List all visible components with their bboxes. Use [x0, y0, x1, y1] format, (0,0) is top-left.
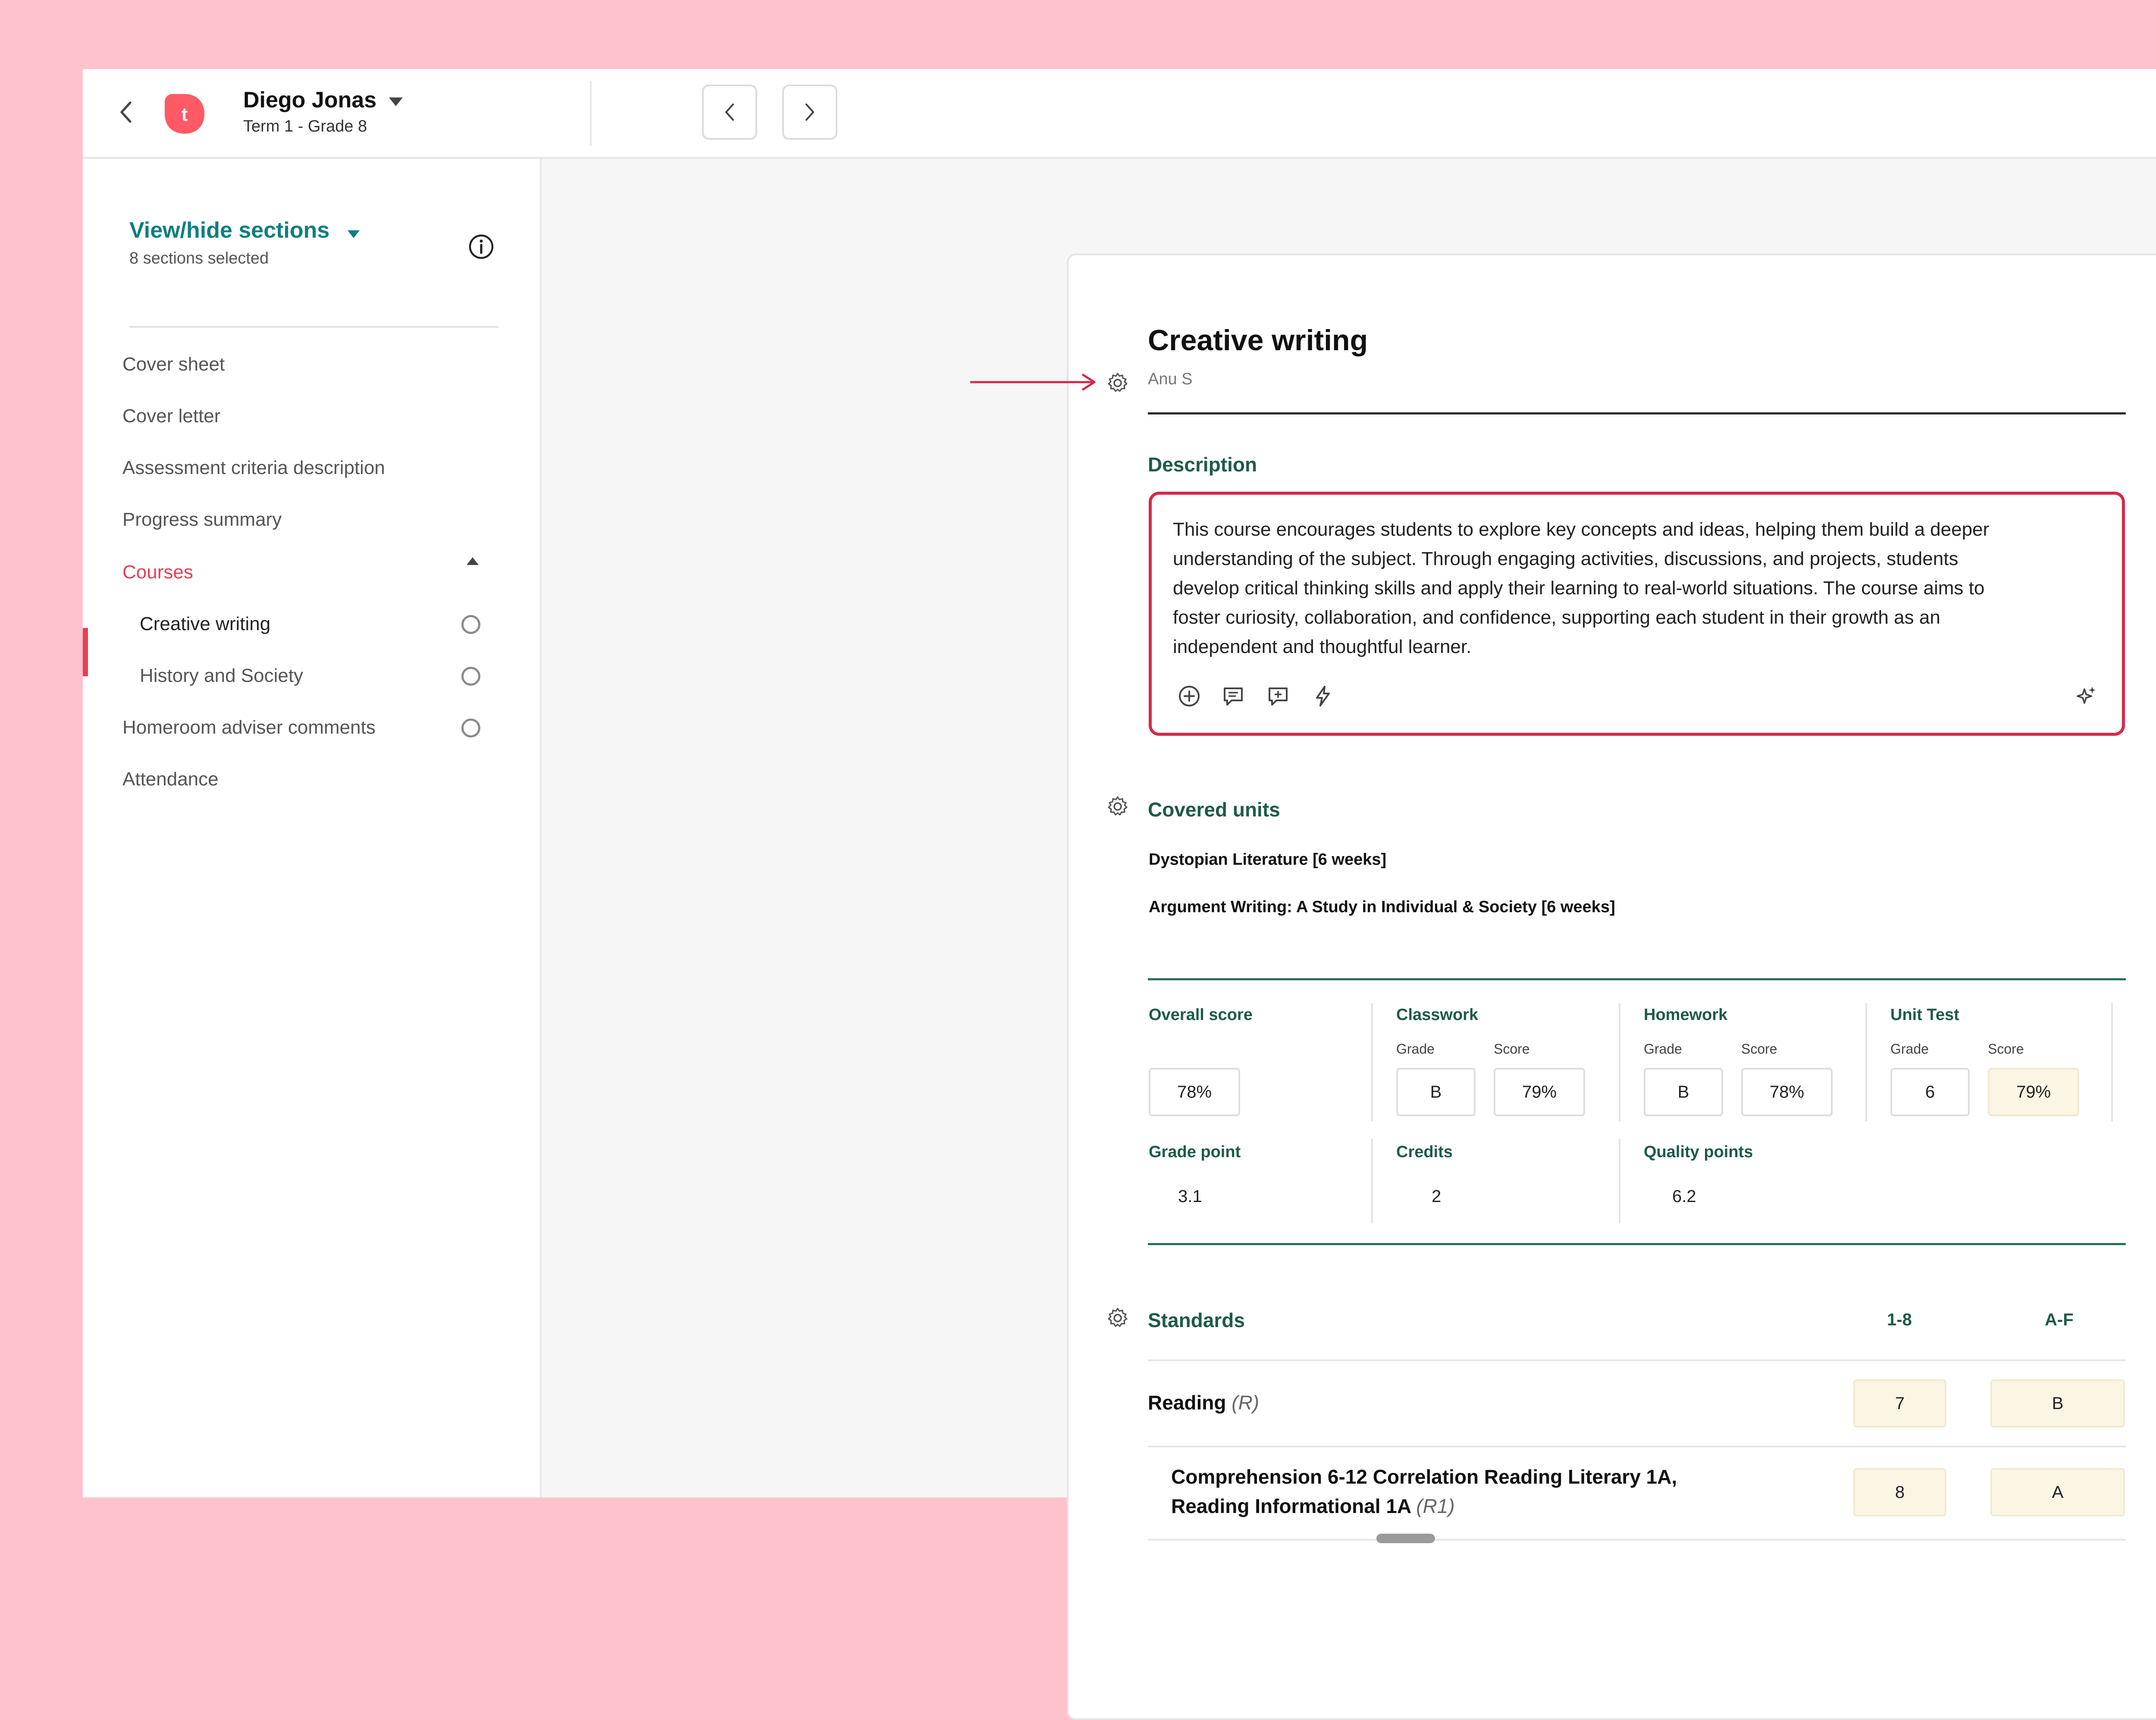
quality-points-label: Quality points	[1644, 1143, 1753, 1161]
score-header: Score	[1741, 1041, 1777, 1057]
sidebar-item-progress-summary[interactable]: Progress summary	[122, 509, 282, 530]
credits-label: Credits	[1396, 1143, 1453, 1161]
caret-down-icon[interactable]	[347, 229, 360, 239]
info-icon[interactable]	[467, 233, 495, 261]
sparkle-ai-icon[interactable]	[2074, 684, 2098, 708]
unit-test-label: Unit Test	[1890, 1006, 1959, 1024]
brand-logo	[162, 91, 207, 136]
back-button[interactable]	[110, 97, 141, 128]
divider	[1865, 1003, 1867, 1121]
classwork-label: Classwork	[1396, 1006, 1479, 1024]
description-line: This course encourages students to explore key concepts and ideas, helping them build a deeper	[1173, 519, 1990, 540]
score-header: Score	[1494, 1041, 1530, 1057]
course-author: Anu S	[1148, 370, 1193, 388]
numeric-scale-header: 1-8	[1887, 1310, 1912, 1329]
standard-code: (R1)	[1416, 1495, 1455, 1517]
standard-title: Reading Informational 1A	[1171, 1495, 1411, 1517]
view-hide-sections-toggle[interactable]: View/hide sections	[129, 218, 330, 243]
section-radio[interactable]	[461, 719, 480, 738]
standard-title: Comprehension 6-12 Correlation Reading Literary 1A,	[1171, 1466, 1677, 1488]
description-line: foster curiosity, collaboration, and confidence, supporting each student in their growth as an	[1173, 607, 1940, 628]
grade-header: Grade	[1890, 1041, 1929, 1057]
classwork-grade-value: B	[1396, 1068, 1476, 1116]
gear-icon[interactable]	[1106, 372, 1129, 394]
description-label: Description	[1148, 453, 1257, 476]
next-student-button[interactable]	[782, 85, 837, 140]
add-circle-icon[interactable]	[1177, 684, 1201, 708]
standard-name	[1148, 1388, 1259, 1417]
covered-units-label: Covered units	[1148, 798, 1280, 821]
divider	[1148, 1243, 2126, 1245]
homework-score-value: 78%	[1741, 1068, 1833, 1116]
sections-selected-count: 8 sections selected	[129, 249, 269, 267]
student-name[interactable]: Diego Jonas	[243, 88, 377, 113]
divider	[590, 81, 592, 146]
description-text	[1173, 515, 2078, 662]
divider	[1148, 1539, 2126, 1541]
description-line: understanding of the subject. Through engaging activities, discussions, and projects, students	[1173, 548, 1959, 569]
divider	[1148, 978, 2126, 980]
description-line: independent and thoughtful learner.	[1173, 636, 1472, 657]
sidebar-item-homeroom-comments[interactable]: Homeroom adviser comments	[122, 717, 376, 738]
sidebar-item-attendance[interactable]: Attendance	[122, 769, 219, 790]
grade-header: Grade	[1396, 1041, 1435, 1057]
gear-icon[interactable]	[1106, 795, 1129, 818]
overall-score-value: 78%	[1149, 1068, 1240, 1116]
divider	[129, 326, 498, 328]
course-title: Creative writing	[1148, 324, 1368, 357]
standard-letter-grade: A	[1990, 1468, 2125, 1516]
divider	[1148, 412, 2126, 414]
sidebar-item-assessment-criteria[interactable]: Assessment criteria description	[122, 457, 385, 478]
overall-score-label: Overall score	[1149, 1006, 1253, 1024]
homework-label: Homework	[1644, 1006, 1728, 1024]
logo-letter: t	[181, 104, 188, 125]
comment-add-icon[interactable]	[1266, 684, 1290, 708]
gear-icon[interactable]	[1106, 1307, 1129, 1329]
standard-title: Reading	[1148, 1391, 1226, 1414]
caret-down-icon[interactable]	[388, 97, 404, 107]
divider	[1148, 1446, 2126, 1447]
quality-points-value: 6.2	[1672, 1187, 1696, 1206]
grade-point-value: 3.1	[1178, 1187, 1202, 1206]
unit-test-score-value: 79%	[1988, 1068, 2079, 1116]
description-line: develop critical thinking skills and apply their learning to real-world situations. The course aims to	[1173, 578, 1985, 599]
homework-grade-value: B	[1644, 1068, 1723, 1116]
divider	[1148, 1359, 2126, 1361]
scroll-handle[interactable]	[1376, 1534, 1435, 1543]
lightning-icon[interactable]	[1311, 684, 1335, 708]
standard-numeric-grade: 7	[1853, 1379, 1946, 1428]
app-window	[83, 69, 2156, 1517]
divider	[1619, 1003, 1620, 1121]
section-radio[interactable]	[461, 615, 480, 634]
chevron-left-icon	[117, 100, 135, 124]
previous-student-button[interactable]	[702, 85, 757, 140]
standard-letter-grade: B	[1990, 1379, 2125, 1428]
standard-code: (R)	[1232, 1391, 1260, 1414]
active-indicator	[83, 628, 88, 676]
classwork-score-value: 79%	[1494, 1068, 1585, 1116]
letter-scale-header: A-F	[2045, 1310, 2074, 1329]
divider	[2111, 1003, 2113, 1121]
grade-header: Grade	[1644, 1041, 1682, 1057]
divider	[1371, 1139, 1373, 1223]
unit-item: Argument Writing: A Study in Individual & Society [6 weeks]	[1149, 898, 1615, 916]
sidebar-item-courses[interactable]: Courses	[122, 562, 193, 583]
section-radio[interactable]	[461, 667, 480, 686]
comment-icon[interactable]	[1221, 684, 1245, 708]
standard-name	[1171, 1462, 1677, 1521]
score-header: Score	[1988, 1041, 2024, 1057]
caret-up-icon[interactable]	[466, 556, 479, 566]
unit-test-grade-value: 6	[1890, 1068, 1970, 1116]
unit-item: Dystopian Literature [6 weeks]	[1149, 851, 1387, 869]
sidebar-item-history-and-society[interactable]: History and Society	[140, 665, 304, 686]
credits-value: 2	[1432, 1187, 1442, 1206]
arrow-annotation-icon	[969, 372, 1099, 393]
standards-label: Standards	[1148, 1309, 1245, 1331]
top-bar	[83, 69, 2156, 159]
chevron-left-icon	[724, 103, 736, 122]
divider	[1619, 1139, 1620, 1223]
divider	[1371, 1003, 1373, 1121]
term-label: Term 1 - Grade 8	[243, 117, 367, 135]
sidebar-item-cover-letter[interactable]: Cover letter	[122, 405, 221, 427]
chevron-right-icon	[804, 103, 816, 122]
sidebar-item-cover-sheet[interactable]: Cover sheet	[122, 354, 225, 375]
standard-numeric-grade: 8	[1853, 1468, 1946, 1516]
grade-point-label: Grade point	[1149, 1143, 1241, 1161]
sidebar-item-creative-writing[interactable]: Creative writing	[140, 613, 271, 634]
